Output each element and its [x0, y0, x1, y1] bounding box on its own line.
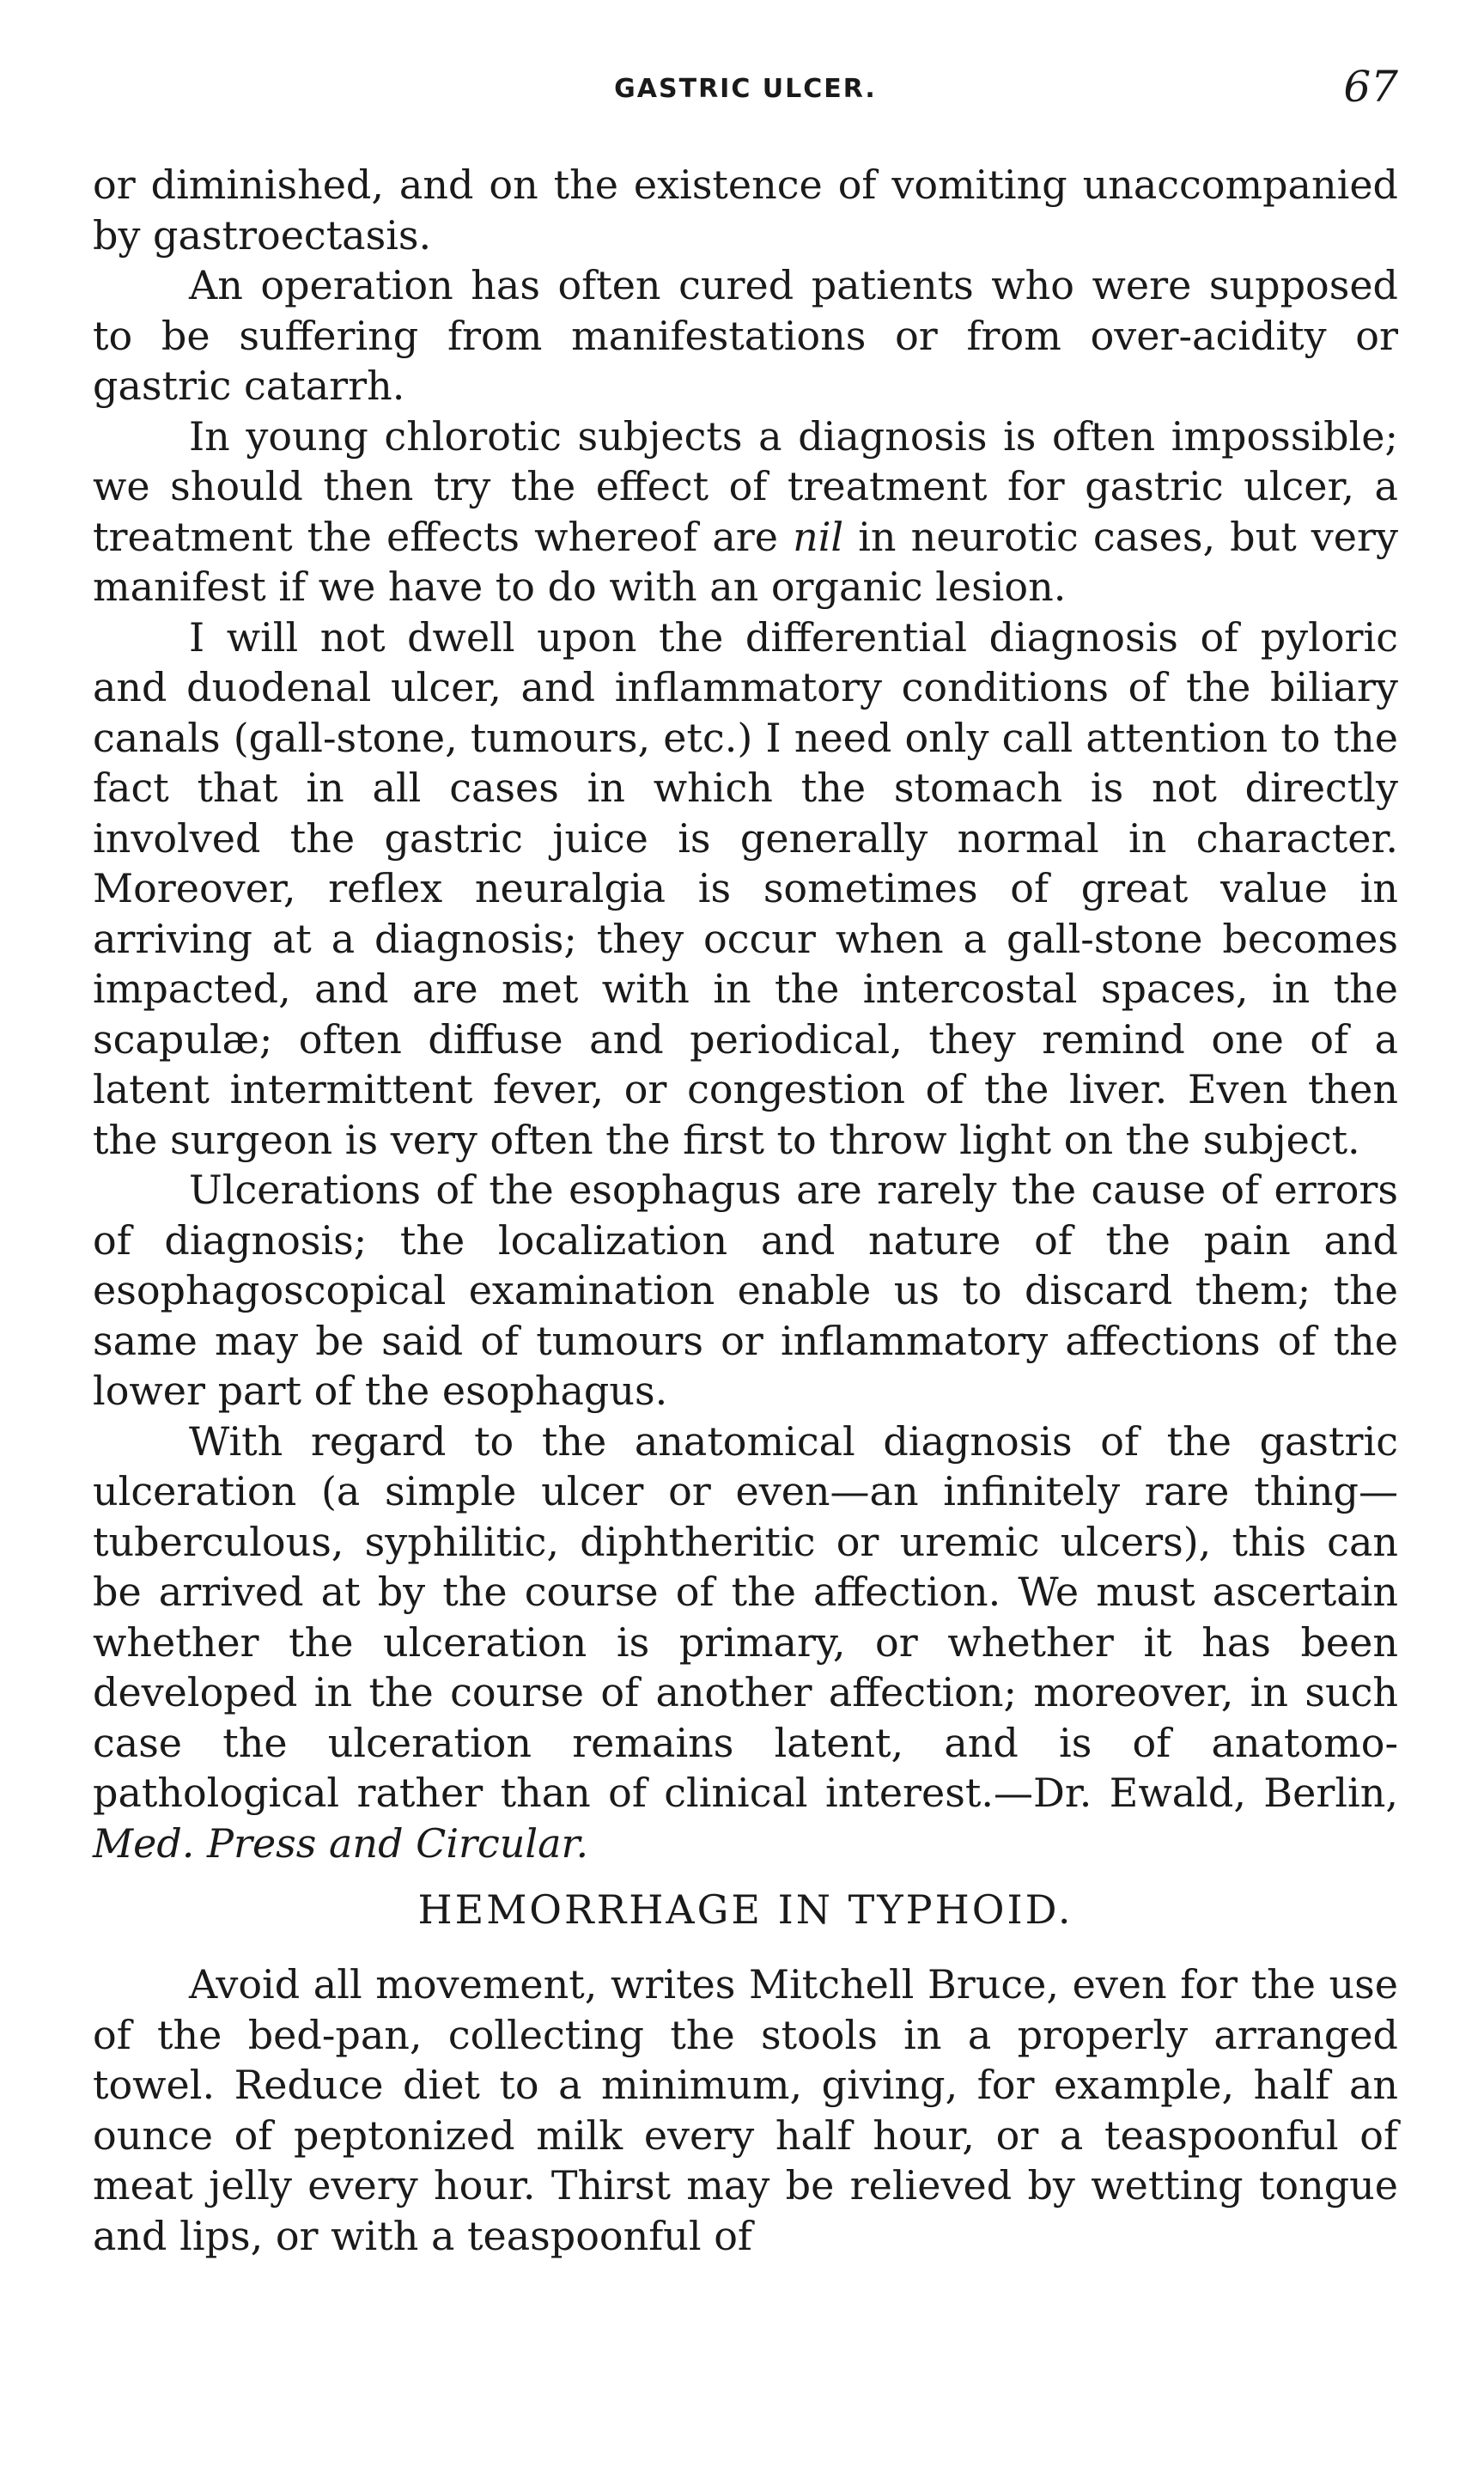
paragraph-hemorrhage: Avoid all movement, writes Mitchell Bruce, even for the use of the bed-pan, collecting the stools in a properly arranged towel. Reduce diet to a minimum, giving, for example, half an ounce of peptonized milk every half hour, or a teaspoonful of meat jelly every hour. Thirst may be relieved by wetting tongue and lips, or with a teaspoonful of — [93, 1961, 1398, 2259]
paragraph-text: With regard to the anatomical diagnosis of the gastric ulceration (a simple ulcer or even—an infinitely rare thing—tuberculous, syphilitic, diphtheritic or uremic ulcers), this can be arrived at by the course of the affection. We must ascertain whether the ulceration is primary, or whether it has been developed in the course of another affection; moreover, in such case the ulceration remains latent, and is of anatomo-pathological rather than of clinical interest.—Dr. Ewald, Berlin, — [93, 1417, 1398, 1816]
paragraph-differential-diagnosis: I will not dwell upon the differential diagnosis of pyloric and duodenal ulcer, and inflammatory conditions of the biliary canals (gall-stone, tumours, etc.) I need only call attention to the fact that in all cases in which the stomach is not directly involved the gastric juice is generally normal in character. Moreover, reflex neuralgia is sometimes of great value in arriving at a diagnosis; they occur when a gall-stone becomes impacted, and are met with in the intercostal spaces, in the scapulæ; often diffuse and periodical, they remind one of a latent intermittent fever, or congestion of the liver. Even then the surgeon is very often the first to throw light on the subject. — [93, 613, 1398, 1163]
running-header — [93, 62, 1398, 131]
paragraph-anatomical-diagnosis — [93, 1417, 1398, 1869]
paragraph-text: in neurotic cases, but very manifest if we have to do with an organic lesion. — [93, 513, 1398, 610]
article-hemorrhage-typhoid — [93, 1959, 1398, 2261]
section-heading: HEMORRHAGE IN TYPHOID. — [417, 1886, 1073, 1933]
paragraph-continued: or diminished, and on the existence of vomiting unaccompanied by gastroectasis. — [93, 161, 1398, 259]
paragraph-chlorotic-subjects — [93, 411, 1398, 612]
italic-term: nil — [793, 513, 844, 560]
running-title: GASTRIC ULCER. — [614, 74, 877, 104]
article-gastric-ulcer — [93, 160, 1398, 1868]
paragraph-text: In young chlorotic subjects a diagnosis is often impossible; we should then try the effect of treatment for gastric ulcer, a treatment the effects whereof are — [93, 412, 1398, 560]
paragraph-esophagus: Ulcerations of the esophagus are rarely the cause of errors of diagnosis; the localization and nature of the pain and esophagoscopical examination enable us to discard them; the same may be said of tumours or inflammatory affections of the lower part of the esophagus. — [93, 1167, 1398, 1414]
paragraph-operation: An operation has often cured patients who were supposed to be suffering from manifestations or from over-acidity or gastric catarrh. — [93, 262, 1398, 409]
page-number: 67 — [1343, 62, 1398, 112]
citation: Med. Press and Circular. — [93, 1819, 589, 1867]
book-page — [93, 62, 1398, 2261]
